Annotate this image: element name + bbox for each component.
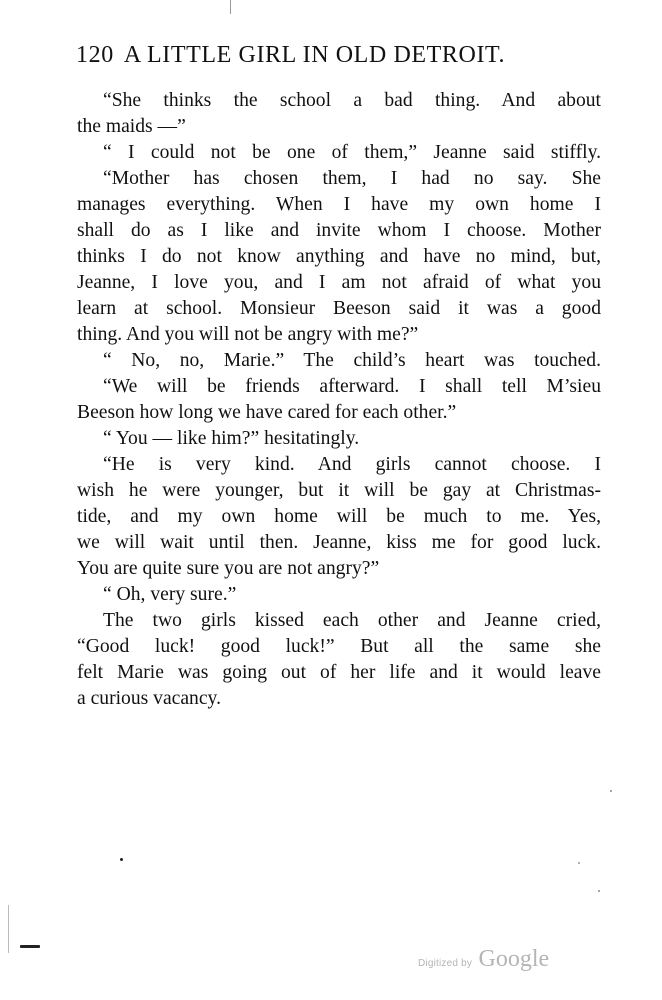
scan-artifact-dot [610, 790, 612, 792]
text-line: Beeson how long we have cared for each other.” [77, 402, 457, 423]
text-line: manages everything. When I have my own home I [77, 194, 601, 215]
scan-artifact-dot [120, 858, 123, 861]
text-line: “ I could not be one of them,” Jeanne said stiffly. [103, 142, 601, 163]
page-number: 120 [76, 42, 114, 68]
text-line: “ No, no, Marie.” The child’s heart was touched. [103, 350, 601, 371]
text-line: You are quite sure you are not angry?” [77, 558, 380, 579]
text-line: Jeanne, I love you, and I am not afraid of what you [77, 272, 601, 293]
scan-artifact-edge [8, 905, 9, 953]
watermark-brand: Google [478, 946, 550, 972]
text-line: “She thinks the school a bad thing. And about [103, 90, 601, 111]
text-line: the maids —” [77, 116, 186, 137]
text-line: thinks I do not know anything and have no mind, but, [77, 246, 601, 267]
text-line: wish he were younger, but it will be gay at Christmas- [77, 480, 601, 501]
digitized-watermark [418, 946, 549, 973]
text-line: “ You — like him?” hesitatingly. [103, 428, 360, 449]
text-line: we will wait until then. Jeanne, kiss me for good luck. [77, 532, 601, 553]
text-line: “Mother has chosen them, I had no say. She [103, 168, 601, 189]
text-line: felt Marie was going out of her life and it would leave [77, 662, 601, 683]
body-text [77, 88, 601, 712]
scan-artifact-tick [230, 0, 231, 14]
text-line: thing. And you will not be angry with me?” [77, 324, 419, 345]
text-line: “Good luck! good luck!” But all the same she [77, 636, 601, 657]
running-header [76, 40, 596, 70]
text-line: The two girls kissed each other and Jeanne cried, [103, 610, 601, 631]
scan-artifact-dot [598, 890, 600, 892]
text-line: “We will be friends afterward. I shall tell M’sieu [103, 376, 601, 397]
text-line: shall do as I like and invite whom I choose. Mother [77, 220, 601, 241]
text-line: learn at school. Monsieur Beeson said it was a good [77, 298, 601, 319]
text-line: tide, and my own home will be much to me. Yes, [77, 506, 601, 527]
text-line: “ Oh, very sure.” [103, 584, 237, 605]
scan-artifact-dot [578, 862, 580, 864]
watermark-prefix: Digitized by [418, 958, 473, 969]
text-line: “He is very kind. And girls cannot choose. I [103, 454, 601, 475]
scan-artifact-dash [20, 945, 40, 948]
running-title: A LITTLE GIRL IN OLD DETROIT. [123, 42, 506, 68]
text-line: a curious vacancy. [77, 688, 221, 709]
